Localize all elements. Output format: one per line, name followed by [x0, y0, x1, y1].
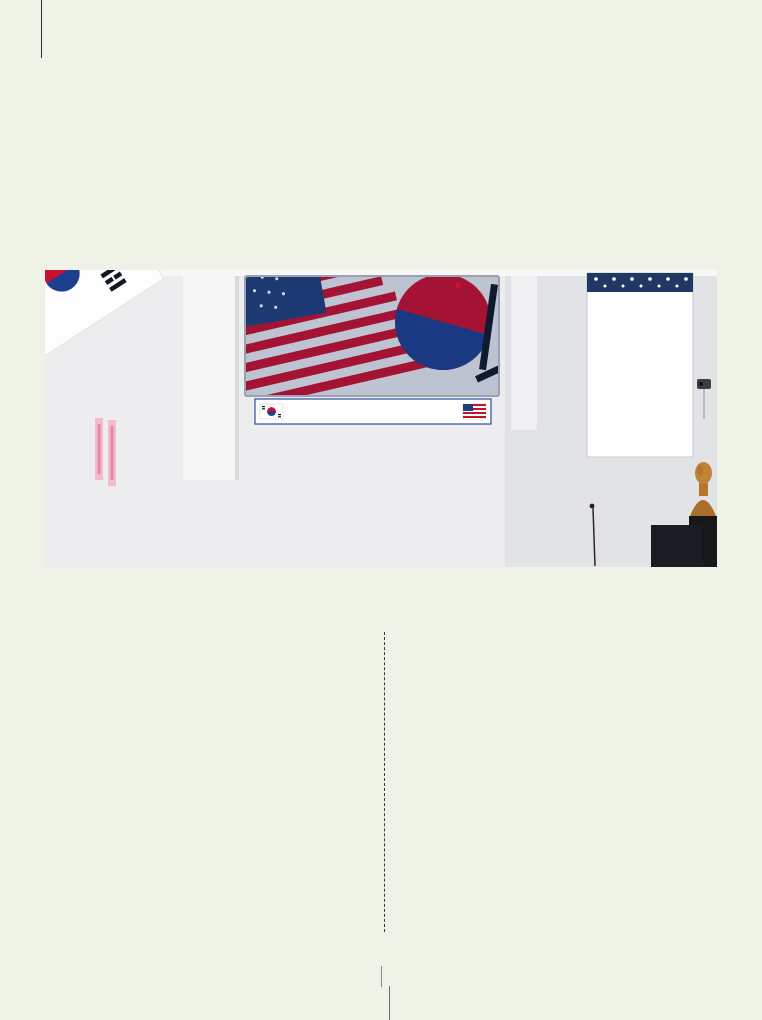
- ceremony-banner: [255, 399, 491, 424]
- event-photo: [45, 270, 717, 567]
- top-crop-mark: [41, 0, 42, 58]
- bottom-crop-mark: [389, 986, 390, 1020]
- banner-korean-flag-icon: [260, 404, 283, 419]
- korea-center-logo-icon: [455, 282, 461, 288]
- us-flag-hanging: [587, 273, 693, 457]
- page-footer: [0, 966, 762, 987]
- event-photo-illustration: [45, 270, 717, 567]
- banner-us-flag-icon: [463, 404, 486, 419]
- equipment-box: [651, 525, 703, 567]
- column-divider: [384, 632, 385, 932]
- footer-divider: [381, 966, 382, 987]
